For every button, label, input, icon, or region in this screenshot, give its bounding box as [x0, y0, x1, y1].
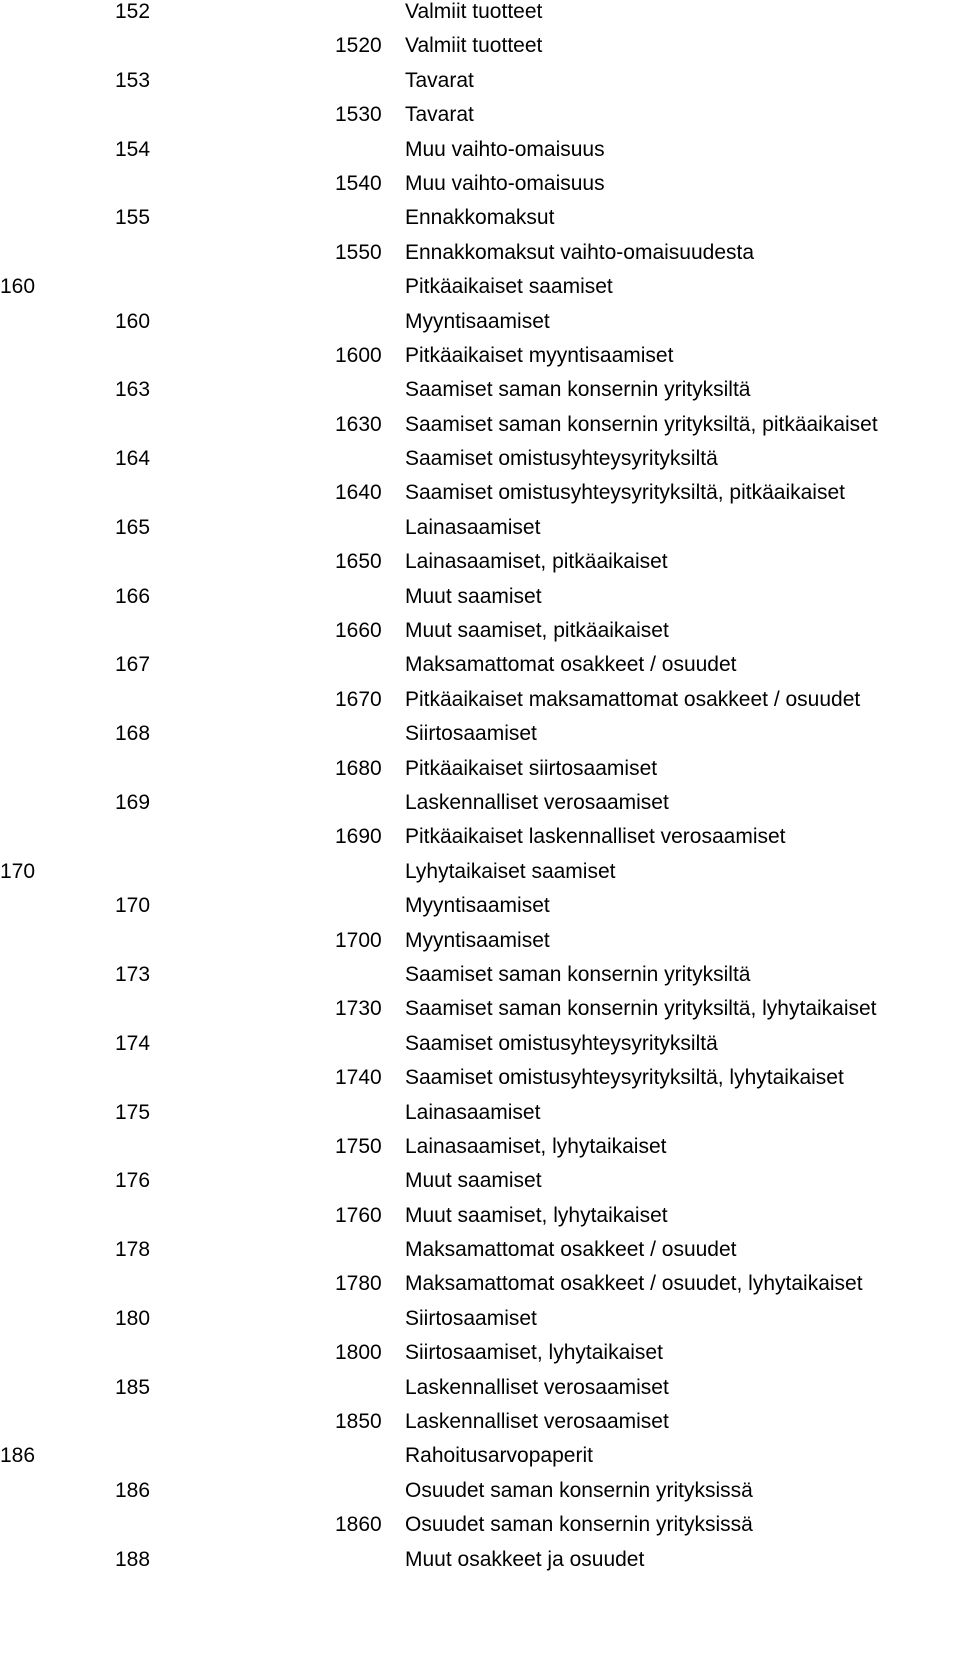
account-code: 1860: [335, 1513, 382, 1537]
account-code: 1750: [335, 1134, 382, 1158]
account-name: Ennakkomaksut vaihto-omaisuudesta: [405, 240, 755, 264]
account-name: Tavarat: [405, 68, 474, 92]
account-row: [0, 447, 960, 481]
account-code: 1530: [335, 103, 382, 127]
account-row: [0, 413, 960, 447]
account-name: Myyntisaamiset: [405, 309, 550, 333]
account-code: 1670: [335, 687, 382, 711]
account-code: 166: [115, 584, 151, 608]
account-name: Laskennalliset verosaamiset: [405, 1375, 669, 1399]
account-code: 1540: [335, 171, 382, 195]
account-code: 170: [115, 894, 151, 918]
account-row: [0, 825, 960, 859]
account-code: 186: [115, 1478, 151, 1502]
account-row: [0, 138, 960, 172]
account-code: 155: [115, 206, 151, 230]
account-code: 154: [115, 137, 151, 161]
account-name: Lainasaamiset: [405, 1100, 541, 1124]
account-name: Myyntisaamiset: [405, 894, 550, 918]
account-code: 1520: [335, 34, 382, 58]
account-row: [0, 275, 960, 309]
account-name: Siirtosaamiset: [405, 722, 537, 746]
account-name: Maksamattomat osakkeet / osuudet, lyhytaikaiset: [405, 1272, 863, 1296]
account-code: 170: [0, 859, 36, 883]
account-row: [0, 1238, 960, 1272]
account-row: [0, 1376, 960, 1410]
account-code: 185: [115, 1375, 151, 1399]
account-row: [0, 344, 960, 378]
account-row: [0, 34, 960, 68]
account-row: [0, 1513, 960, 1547]
account-row: [0, 894, 960, 928]
account-row: [0, 860, 960, 894]
account-name: Muut saamiset: [405, 1169, 542, 1193]
account-row: [0, 1204, 960, 1238]
account-row: [0, 241, 960, 275]
account-row: [0, 550, 960, 584]
account-row: [0, 1101, 960, 1135]
account-name: Lainasaamiset, pitkäaikaiset: [405, 550, 668, 574]
account-code: 1780: [335, 1272, 382, 1296]
account-code: 168: [115, 722, 151, 746]
account-row: [0, 378, 960, 412]
account-code: 160: [115, 309, 151, 333]
account-name: Siirtosaamiset: [405, 1306, 537, 1330]
account-code: 1660: [335, 619, 382, 643]
account-row: [0, 1307, 960, 1341]
account-name: Saamiset saman konsernin yrityksiltä, pitkäaikaiset: [405, 412, 878, 436]
account-name: Ennakkomaksut: [405, 206, 555, 230]
account-row: [0, 791, 960, 825]
account-name: Muut osakkeet ja osuudet: [405, 1547, 645, 1571]
account-code: 169: [115, 790, 151, 814]
account-name: Saamiset omistusyhteysyrityksiltä: [405, 447, 718, 471]
account-code: 175: [115, 1100, 151, 1124]
account-name: Pitkäaikaiset laskennalliset verosaamiset: [405, 825, 786, 849]
account-name: Pitkäaikaiset saamiset: [405, 275, 613, 299]
account-code: 176: [115, 1169, 151, 1193]
account-name: Pitkäaikaiset siirtosaamiset: [405, 756, 658, 780]
account-code: 188: [115, 1547, 151, 1571]
account-code: 164: [115, 447, 151, 471]
account-name: Myyntisaamiset: [405, 928, 550, 952]
account-code: 1740: [335, 1066, 382, 1090]
account-name: Laskennalliset verosaamiset: [405, 1410, 669, 1434]
account-code: 1680: [335, 756, 382, 780]
account-row: [0, 1135, 960, 1169]
account-code: 174: [115, 1031, 151, 1055]
account-code: 1550: [335, 240, 382, 264]
account-row: [0, 1341, 960, 1375]
account-row: [0, 653, 960, 687]
account-code: 1760: [335, 1203, 382, 1227]
account-row: [0, 1272, 960, 1306]
account-code: 1700: [335, 928, 382, 952]
account-code: 186: [0, 1444, 36, 1468]
account-row: [0, 929, 960, 963]
account-row: [0, 1169, 960, 1203]
account-row: [0, 103, 960, 137]
account-name: Saamiset saman konsernin yrityksiltä: [405, 962, 751, 986]
account-name: Muu vaihto-omaisuus: [405, 137, 605, 161]
account-name: Siirtosaamiset, lyhytaikaiset: [405, 1341, 663, 1365]
account-row: [0, 0, 960, 34]
account-name: Saamiset omistusyhteysyrityksiltä, lyhytaikaiset: [405, 1066, 844, 1090]
account-name: Rahoitusarvopaperit: [405, 1444, 593, 1468]
account-name: Muut saamiset: [405, 584, 542, 608]
account-code: 1630: [335, 412, 382, 436]
account-name: Maksamattomat osakkeet / osuudet: [405, 1238, 737, 1262]
account-row: [0, 1066, 960, 1100]
account-code: 152: [115, 0, 151, 23]
account-name: Muu vaihto-omaisuus: [405, 171, 605, 195]
account-row: [0, 1032, 960, 1066]
account-name: Pitkäaikaiset myyntisaamiset: [405, 343, 674, 367]
account-name: Valmiit tuotteet: [405, 34, 543, 58]
account-name: Lainasaamiset, lyhytaikaiset: [405, 1134, 667, 1158]
account-name: Osuudet saman konsernin yrityksissä: [405, 1478, 753, 1502]
account-name: Laskennalliset verosaamiset: [405, 790, 669, 814]
account-row: [0, 516, 960, 550]
account-code: 1800: [335, 1341, 382, 1365]
account-row: [0, 481, 960, 515]
account-code: 163: [115, 378, 151, 402]
account-code: 180: [115, 1306, 151, 1330]
account-row: [0, 757, 960, 791]
account-code: 173: [115, 962, 151, 986]
account-row: [0, 688, 960, 722]
account-name: Muut saamiset, pitkäaikaiset: [405, 619, 669, 643]
account-code: 153: [115, 68, 151, 92]
account-name: Saamiset saman konsernin yrityksiltä: [405, 378, 751, 402]
account-name: Muut saamiset, lyhytaikaiset: [405, 1203, 668, 1227]
account-name: Saamiset omistusyhteysyrityksiltä, pitkäaikaiset: [405, 481, 845, 505]
account-name: Lainasaamiset: [405, 515, 541, 539]
account-row: [0, 310, 960, 344]
account-row: [0, 206, 960, 240]
account-row: [0, 172, 960, 206]
account-name: Osuudet saman konsernin yrityksissä: [405, 1513, 753, 1537]
account-row: [0, 1410, 960, 1444]
account-code: 1640: [335, 481, 382, 505]
account-code: 1690: [335, 825, 382, 849]
account-row: [0, 69, 960, 103]
account-row: [0, 619, 960, 653]
account-code: 1730: [335, 997, 382, 1021]
account-code: 160: [0, 275, 36, 299]
account-row: [0, 1444, 960, 1478]
account-row: [0, 722, 960, 756]
account-row: [0, 963, 960, 997]
account-row: [0, 997, 960, 1031]
account-row: [0, 1548, 960, 1582]
account-name: Lyhytaikaiset saamiset: [405, 859, 616, 883]
account-name: Maksamattomat osakkeet / osuudet: [405, 653, 737, 677]
account-name: Valmiit tuotteet: [405, 0, 543, 23]
account-row: [0, 585, 960, 619]
account-row: [0, 1479, 960, 1513]
account-name: Tavarat: [405, 103, 474, 127]
account-code: 1850: [335, 1410, 382, 1434]
account-code: 1650: [335, 550, 382, 574]
account-code: 1600: [335, 343, 382, 367]
account-code: 165: [115, 515, 151, 539]
account-name: Saamiset omistusyhteysyrityksiltä: [405, 1031, 718, 1055]
account-code: 178: [115, 1238, 151, 1262]
account-name: Saamiset saman konsernin yrityksiltä, lyhytaikaiset: [405, 997, 877, 1021]
account-name: Pitkäaikaiset maksamattomat osakkeet / osuudet: [405, 687, 861, 711]
account-code: 167: [115, 653, 151, 677]
